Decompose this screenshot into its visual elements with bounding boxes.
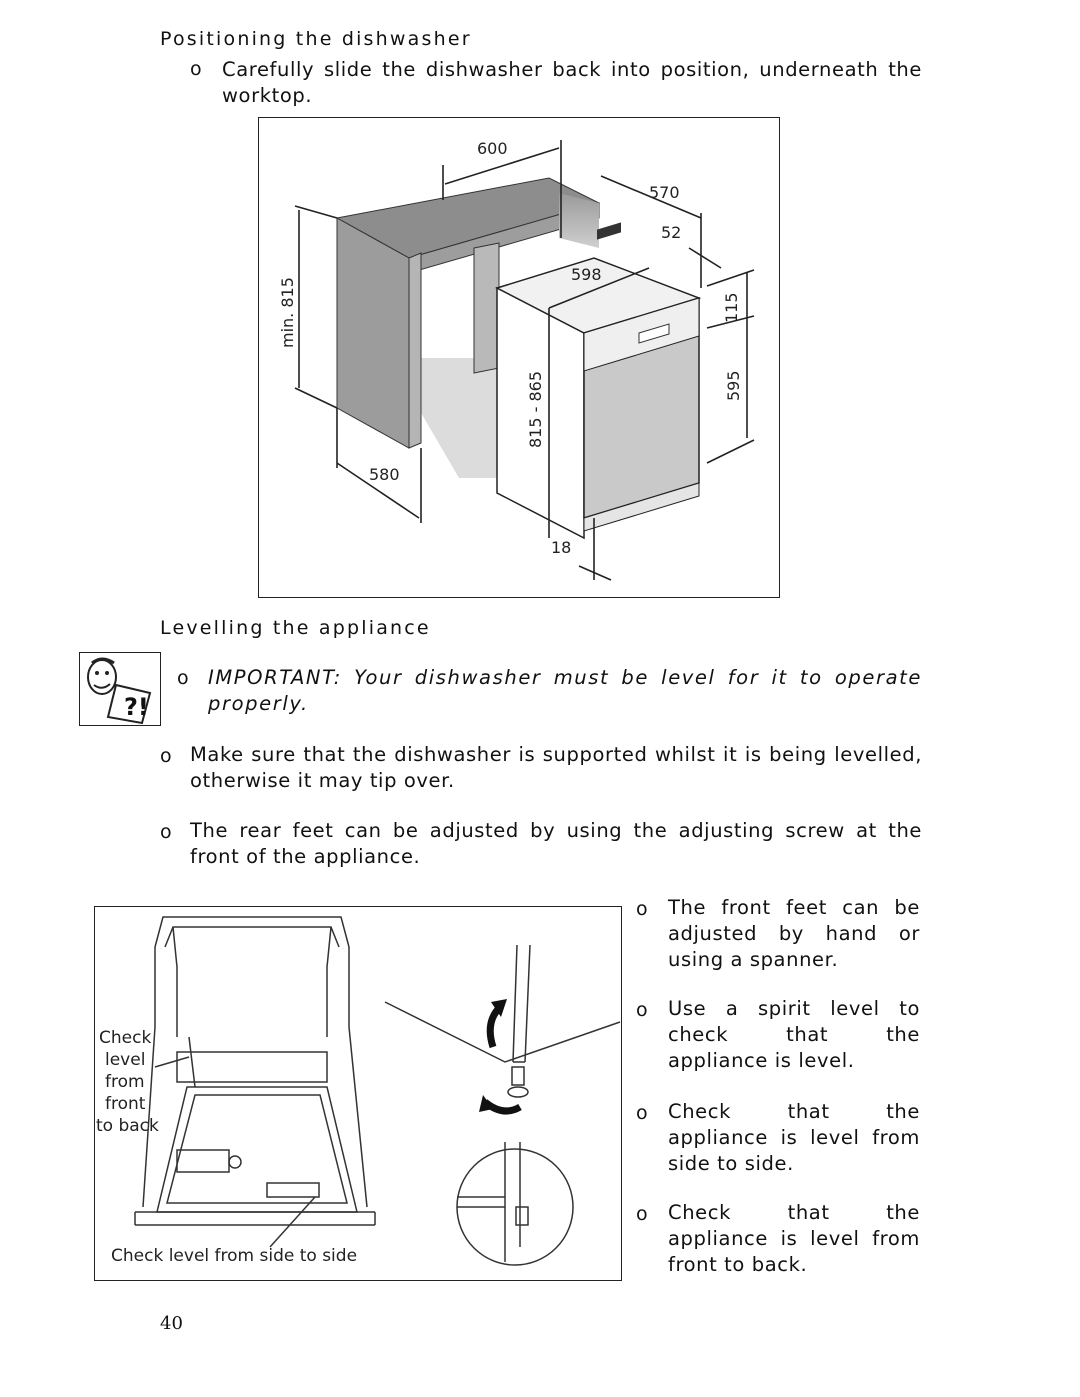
dim-18: 18 <box>551 538 572 557</box>
page-number: 40 <box>160 1313 183 1334</box>
front-to-back-instruction: Check that the appliance is level from front to back. <box>668 1201 920 1276</box>
label-check-5: to back <box>96 1116 159 1136</box>
dim-815-865: 815 - 865 <box>526 370 545 448</box>
dim-115: 115 <box>722 292 741 323</box>
front-feet-instruction: The front feet can be adjusted by hand or using a spanner. <box>668 896 920 971</box>
dim-580: 580 <box>369 465 400 484</box>
dim-595: 595 <box>724 370 743 401</box>
svg-text:?!: ?! <box>124 693 149 721</box>
dim-570: 570 <box>649 183 680 202</box>
cabinet-edge <box>409 253 421 448</box>
label-side-to-side: Check level from side to side <box>111 1246 358 1266</box>
important-note: IMPORTANT: Your dishwasher must be level for it to operate properly. <box>208 666 922 715</box>
dim-600: 600 <box>477 139 508 158</box>
dimensions-diagram <box>259 118 779 597</box>
levelling-figure <box>94 906 622 1281</box>
warning-icon <box>79 652 161 726</box>
dim-min-815: min. 815 <box>278 277 297 348</box>
label-check-3: from <box>105 1072 145 1092</box>
section-heading-positioning: Positioning the dishwasher <box>160 28 472 50</box>
bullet-marker: o <box>636 1203 648 1225</box>
bullet-marker: o <box>160 821 172 843</box>
bullet-marker: o <box>636 999 648 1021</box>
support-instruction: Make sure that the dishwasher is supported whilst it is being levelled, otherwise it may tip over. <box>190 743 922 792</box>
dimensions-figure <box>258 117 780 598</box>
bullet-marker: o <box>636 898 648 920</box>
section-heading-levelling: Levelling the appliance <box>160 617 431 639</box>
label-check-2: level <box>105 1050 146 1070</box>
rear-feet-instruction: The rear feet can be adjusted by using the adjusting screw at the front of the appliance. <box>190 819 922 868</box>
bullet-marker: o <box>636 1102 648 1124</box>
levelling-diagram <box>95 907 621 1280</box>
bullet-marker: o <box>190 58 202 80</box>
side-to-side-instruction: Check that the appliance is level from side to side. <box>668 1100 920 1175</box>
label-check-4: front <box>105 1094 146 1114</box>
bullet-marker: o <box>177 667 189 689</box>
label-check-1: Check <box>99 1028 152 1048</box>
cabinet-back <box>474 243 499 373</box>
cabinet-side <box>337 218 409 448</box>
bullet-marker: o <box>160 745 172 767</box>
positioning-instruction: Carefully slide the dishwasher back into position, underneath the worktop. <box>222 58 922 107</box>
spirit-level-instruction: Use a spirit level to check that the appliance is level. <box>668 997 920 1072</box>
display-icon <box>597 222 621 239</box>
dim-52: 52 <box>661 223 682 242</box>
dim-598: 598 <box>571 265 602 284</box>
